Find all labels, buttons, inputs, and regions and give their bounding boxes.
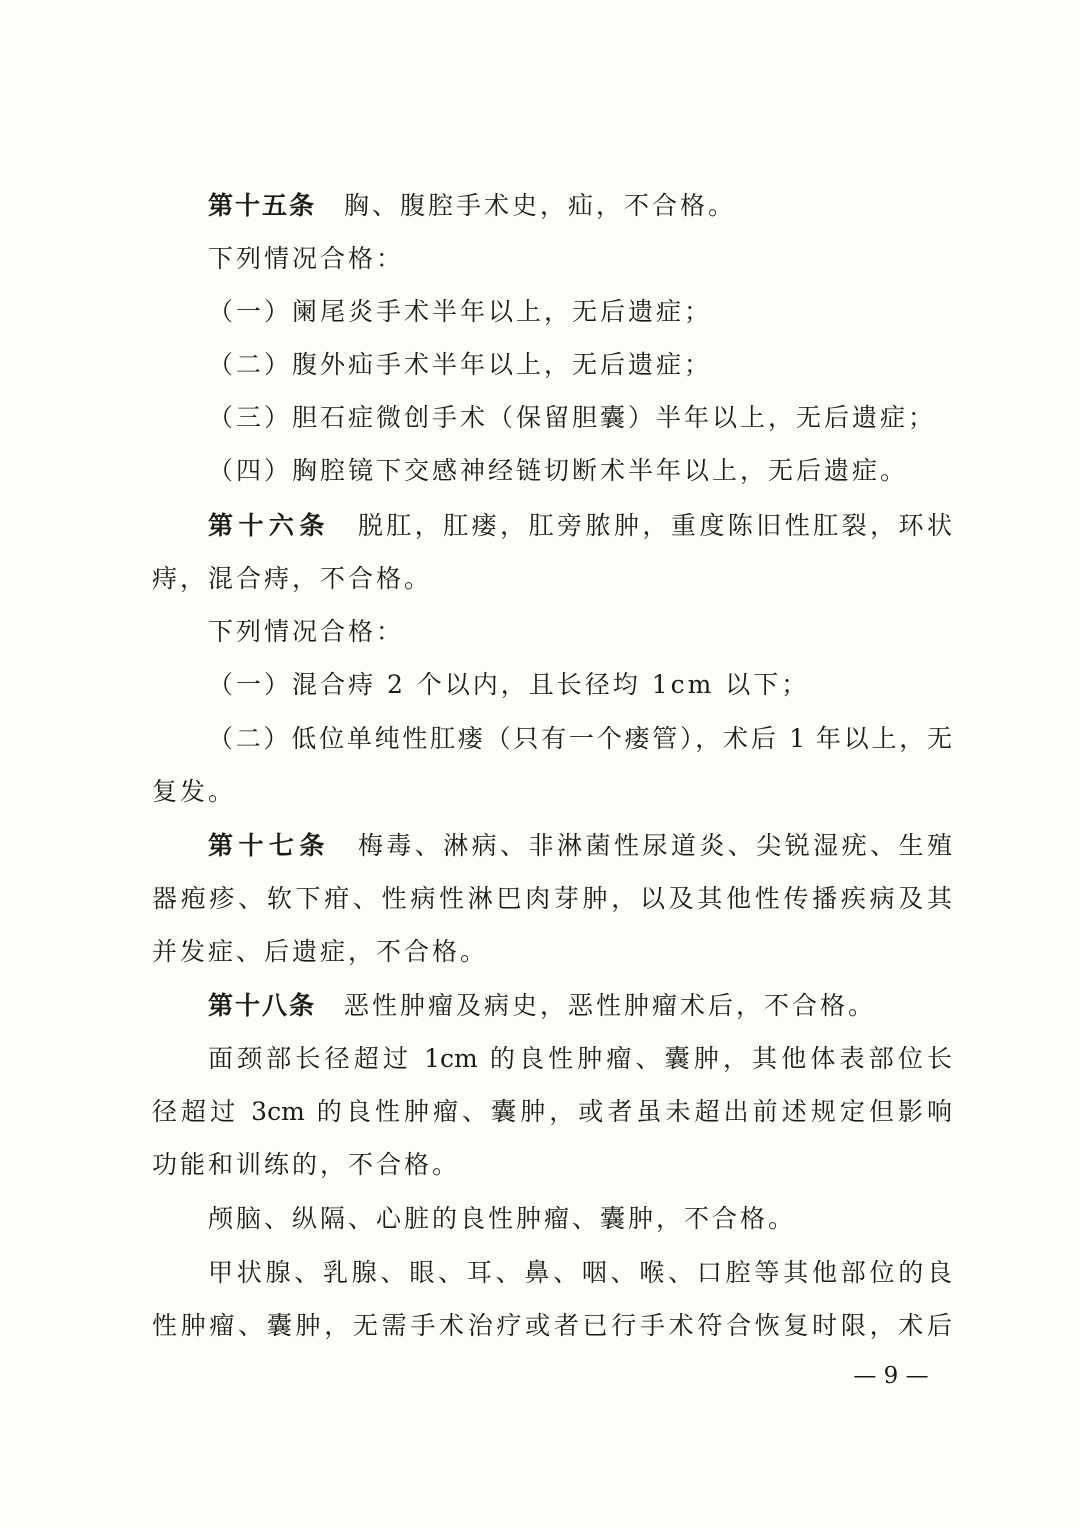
list-item: （三）胆石症微创手术（保留胆囊）半年以上，无后遗症； bbox=[208, 403, 937, 432]
article-heading: 第十七条 bbox=[208, 831, 330, 860]
paragraph: 面颈部长径超过 1cm 的良性肿瘤、囊肿，其他体表部位长 bbox=[208, 1044, 952, 1073]
article-text: 胸、腹腔手术史，疝，不合格。 bbox=[344, 191, 737, 220]
list-item: （二）低位单纯性肛瘘（只有一个瘘管），术后 1 年以上，无 bbox=[208, 724, 952, 753]
paragraph: 颅脑、纵隔、心脏的良性肿瘤、囊肿，不合格。 bbox=[208, 1204, 797, 1233]
article-heading: 第十五条 bbox=[208, 191, 317, 220]
list-item: （二）腹外疝手术半年以上，无后遗症； bbox=[208, 350, 713, 379]
qualify-intro: 下列情况合格： bbox=[208, 617, 405, 646]
article-text-continued: 痔，混合痔，不合格。 bbox=[152, 564, 433, 593]
article-text: 恶性肿瘤及病史，恶性肿瘤术后，不合格。 bbox=[344, 991, 877, 1020]
qualify-intro: 下列情况合格： bbox=[208, 244, 405, 273]
article-15 bbox=[208, 186, 952, 226]
article-heading: 第十六条 bbox=[208, 511, 330, 540]
article-17 bbox=[208, 826, 952, 866]
list-item-continued: 复发。 bbox=[152, 777, 237, 806]
article-heading: 第十八条 bbox=[208, 991, 317, 1020]
article-18 bbox=[208, 986, 952, 1026]
paragraph: 甲状腺、乳腺、眼、耳、鼻、咽、喉、口腔等其他部位的良 bbox=[208, 1258, 952, 1287]
page-number: — 9 — bbox=[853, 1363, 929, 1389]
list-item: （一）混合痔 2 个以内，且长径均 1cm 以下； bbox=[208, 670, 810, 699]
article-text-continued: 器疱疹、软下疳、性病性淋巴肉芽肿，以及其他性传播疾病及其 bbox=[152, 884, 952, 913]
article-text: 梅毒、淋病、非淋菌性尿道炎、尖锐湿疣、生殖 bbox=[357, 831, 952, 860]
list-item: （四）胸腔镜下交感神经链切断术半年以上，无后遗症。 bbox=[208, 456, 909, 485]
article-text-continued: 并发症、后遗症，不合格。 bbox=[152, 937, 489, 966]
article-16 bbox=[208, 506, 952, 546]
paragraph-continued: 功能和训练的，不合格。 bbox=[152, 1150, 461, 1179]
paragraph-continued: 性肿瘤、囊肿，无需手术治疗或者已行手术符合恢复时限，术后 bbox=[152, 1311, 952, 1340]
paragraph-continued: 径超过 3cm 的良性肿瘤、囊肿，或者虽未超出前述规定但影响 bbox=[152, 1097, 952, 1126]
list-item: （一）阑尾炎手术半年以上，无后遗症； bbox=[208, 297, 713, 326]
article-text: 脱肛，肛瘘，肛旁脓肿，重度陈旧性肛裂，环状 bbox=[357, 511, 952, 540]
